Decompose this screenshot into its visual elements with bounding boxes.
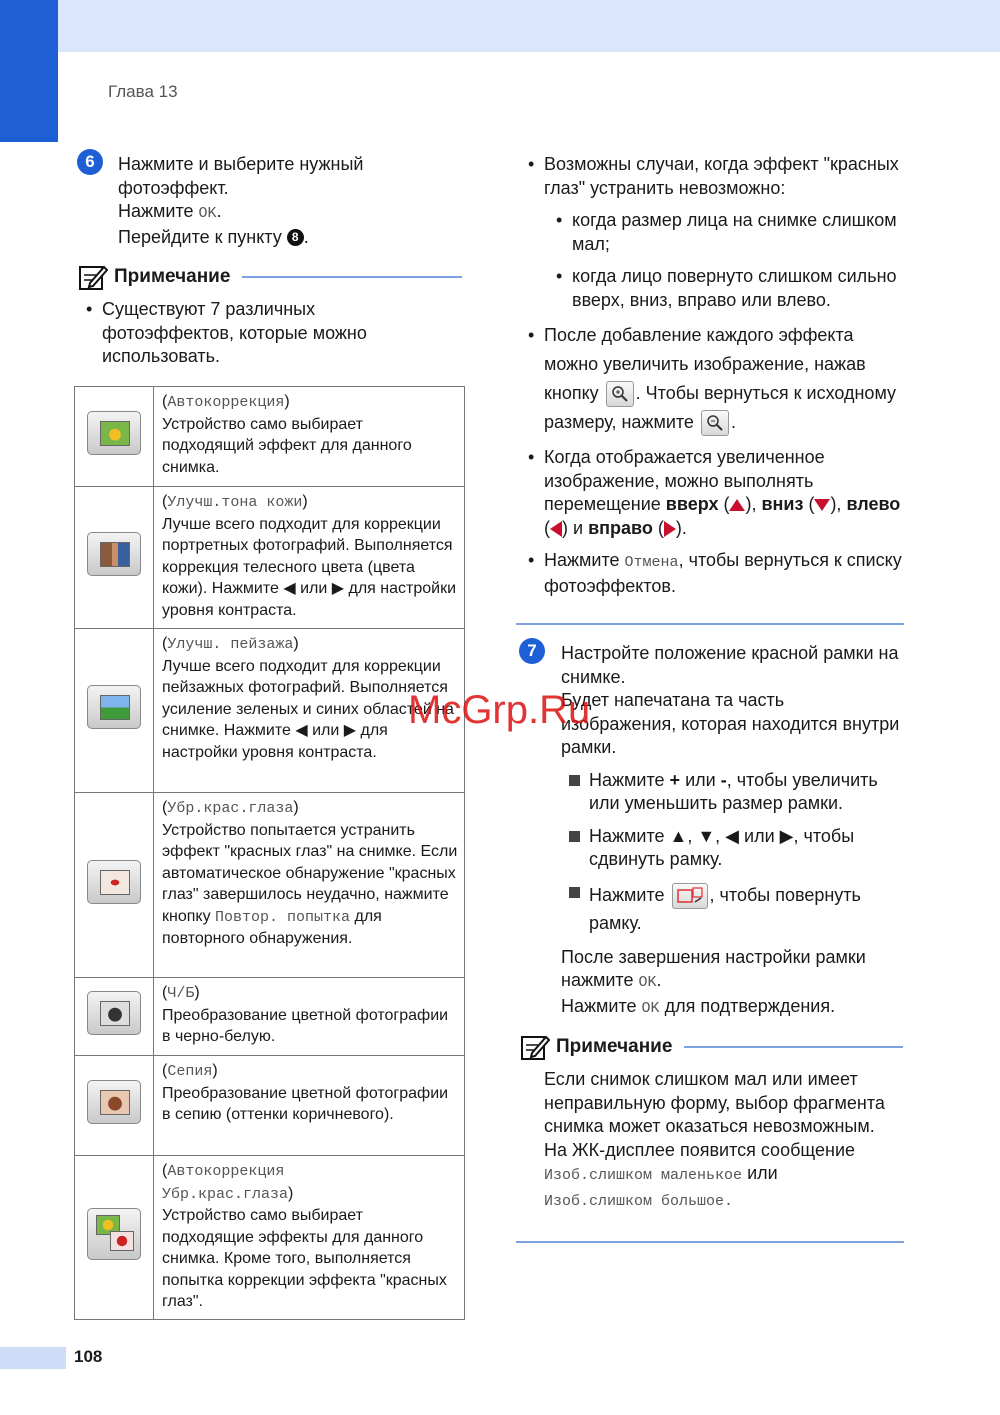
page-number-bar (0, 1347, 66, 1369)
note-pencil-icon (520, 1033, 550, 1061)
divider (516, 1241, 904, 1243)
auto-correct-icon[interactable] (87, 411, 141, 455)
table-row: (Улучш.тона кожи) Лучше всего подходит для коррекции портретных фотографий. Выполняется коррекция телесного цвета (цвета кожи). Нажмите ◀ или ▶ для настройки уровня контраста. (75, 487, 465, 629)
note-pencil-icon (78, 263, 108, 291)
step-7-after: После завершения настройки рамки нажмите OK. (561, 946, 866, 992)
sepia-icon[interactable] (87, 1080, 141, 1124)
divider (516, 623, 904, 625)
zoom-in-icon[interactable] (606, 381, 634, 407)
step-6-line3: Перейдите к пункту 8 . (118, 226, 309, 247)
table-row: (Сепия) Преобразование цветной фотографии в сепию (оттенки коричневого). (75, 1056, 465, 1156)
note-2-text: Если снимок слишком мал или имеет неправильную форму, выбор фрагмента снимка может оказаться невозможным. На ЖК-дисплее появится сообщение Изоб.слишком маленькое или Изоб.слишком большое. (544, 1069, 885, 1210)
step-6-text (118, 153, 418, 249)
step-number-6: 6 (77, 149, 103, 175)
step-7-line1: Настройте положение красной рамки на снимке. (561, 643, 899, 687)
auto-red-eye-icon[interactable] (87, 1208, 141, 1260)
list-item: • Когда отображается увеличенное изображение, можно выполнять перемещение вверх ( ), вниз ( ), влево ( ) и вправо ( ). (518, 446, 903, 540)
note-1-bullet: • Существуют 7 различных фотоэффектов, которые можно использовать. (76, 298, 402, 369)
list-item: • Нажмите Отмена, чтобы вернуться к списку фотоэффектов. (518, 549, 903, 598)
table-row: (Автокоррекция) Устройство само выбирает подходящий эффект для данного снимка. (75, 387, 465, 487)
step-6-line1: Нажмите и выберите нужный фотоэффект. (118, 154, 364, 198)
list-item: Нажмите , чтобы повернуть рамку. (561, 881, 903, 937)
list-item: • Возможны случаи, когда эффект "красных глаз" устранить невозможно: (518, 153, 903, 200)
watermark: McGrp.Ru (408, 688, 591, 732)
chapter-label: Глава 13 (108, 82, 178, 101)
red-eye-icon[interactable] (87, 860, 141, 904)
step-7-text (561, 642, 903, 1020)
page-number: 108 (74, 1347, 103, 1366)
zoom-out-icon[interactable] (701, 410, 729, 436)
step-number-7: 7 (519, 638, 545, 664)
step-ref-badge: 8 (287, 229, 304, 246)
right-column (518, 153, 903, 598)
landscape-icon[interactable] (87, 685, 141, 729)
arrow-up-icon (729, 499, 745, 511)
chapter-tab (0, 0, 58, 142)
note-1-rule (242, 276, 462, 278)
table-row: (Улучш. пейзажа) Лучше всего подходит для коррекции пейзажных фотографий. Выполняется усиление зеленых и синих областей на снимке. Нажмите ◀ или ▶ для настройки уровня контраста. (75, 629, 465, 793)
list-item: Нажмите ▲, ▼, ◀ или ▶, чтобы сдвинуть рамку. (561, 825, 903, 872)
step-7-line2: Будет напечатана та часть изображения, которая находится внутри рамки. (561, 690, 900, 757)
black-white-icon[interactable] (87, 991, 141, 1035)
list-item: • когда лицо повернуто слишком сильно вверх, вниз, вправо или влево. (544, 265, 903, 312)
note-2-rule (684, 1046, 903, 1048)
list-item: Нажмите + или -, чтобы увеличить или уменьшить размер рамки. (561, 769, 903, 816)
rotate-frame-icon[interactable] (672, 883, 708, 909)
top-banner (0, 0, 1000, 52)
note-2-header (520, 1033, 903, 1061)
arrow-right-icon (664, 521, 676, 537)
step-6-line2: Нажмите OK. (118, 201, 222, 222)
effects-table (74, 386, 465, 1320)
table-row: (Убр.крас.глаза) Устройство попытается устранить эффект "красных глаз" на снимке. Если автоматическое обнаружение "красных глаз" завершилось неудачно, нажмите кнопку Повтор. попытка для повторного обнаружения. (75, 793, 465, 978)
list-item: • После добавление каждого эффекта можно увеличить изображение, нажав кнопку . Чтобы вернуться к исходному размеру, нажмите . (518, 321, 903, 437)
note-1-title: Примечание (114, 266, 231, 287)
list-item: • когда размер лица на снимке слишком мал; (544, 209, 903, 256)
skin-tone-icon[interactable] (87, 532, 141, 576)
table-row: (Автокоррекция Убр.крас.глаза) Устройство само выбирает подходящие эффекты для данного снимка. Кроме того, выполняется попытка коррекции эффекта "красных глаз". (75, 1156, 465, 1320)
arrow-left-icon (550, 521, 562, 537)
step-7-confirm: Нажмите OK для подтверждения. (561, 995, 836, 1017)
arrow-down-icon (814, 499, 830, 511)
note-1-header (78, 263, 462, 291)
table-row: (Ч/Б) Преобразование цветной фотографии в черно-белую. (75, 978, 465, 1056)
note-2-title: Примечание (556, 1036, 673, 1057)
